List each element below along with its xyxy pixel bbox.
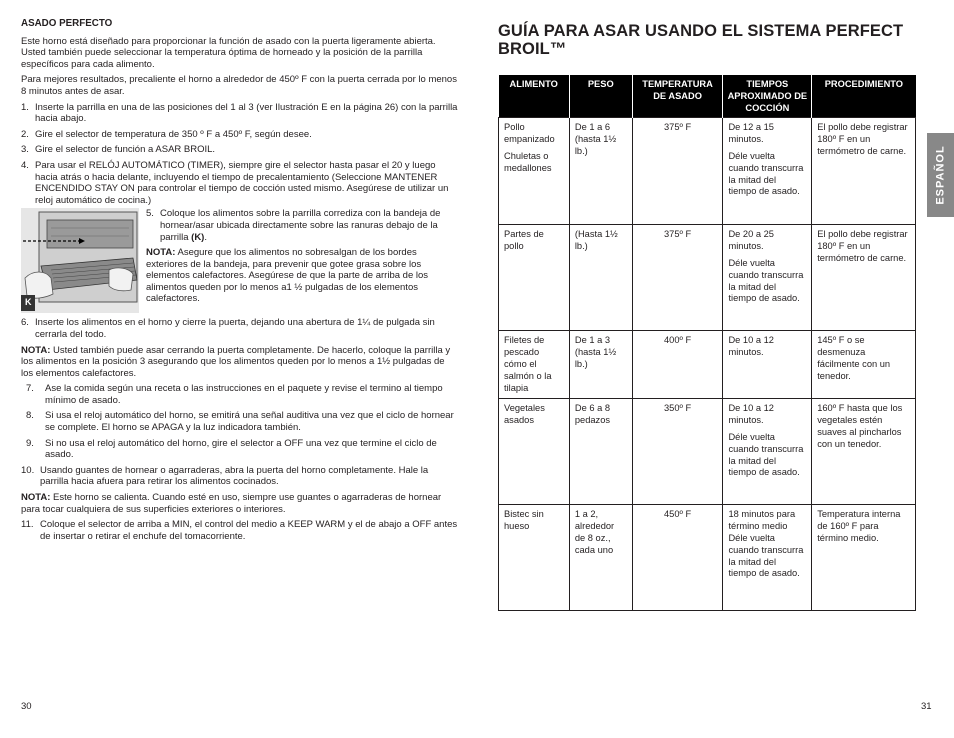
food-cell: Vegetales asados bbox=[499, 399, 570, 505]
table-row bbox=[499, 118, 916, 225]
intro-paragraph: Este horno está diseñado para proporcionar la función de asado con la puerta ligeramente abierta. Usted también puede seleccionar la temperatura óptima de horneado y la posición de la parrilla específicos para cada alimento. bbox=[21, 35, 436, 70]
column-header: TIEMPOS APROXIMADO DE COCCIÓN bbox=[723, 75, 812, 118]
procedure-cell: Temperatura interna de 160º F para término medio. bbox=[812, 505, 916, 611]
step-7: 7. Ase la comida según una receta o las instrucciones en el paquete y revise el termino al tiempo mínimo de asado. bbox=[26, 383, 443, 406]
step-5: 5. Coloque los alimentos sobre la parrilla corrediza con la bandeja de hornear/asar ubicada directamente sobre las ranuras debajo de la parrilla (K). bbox=[146, 208, 441, 243]
procedure-cell: 145º F o se desmenuza fácilmente con un tenedor. bbox=[812, 331, 916, 399]
time-cell: De 20 a 25 minutos. Déle vuelta cuando transcurra la mitad del tiempo de asado. bbox=[723, 225, 812, 331]
temperature-cell: 375º F bbox=[632, 225, 723, 331]
left-page bbox=[21, 18, 458, 546]
temperature-cell: 350º F bbox=[632, 399, 723, 505]
food-cell: Bistec sin hueso bbox=[499, 505, 570, 611]
weight-cell: De 1 a 6 (hasta 1½ lb.) bbox=[569, 118, 632, 225]
language-tab: ESPAÑOL bbox=[927, 133, 954, 217]
procedure-cell: El pollo debe registrar 180º F en un termómetro de carne. bbox=[812, 118, 916, 225]
food-cell: Filetes de pescado cómo el salmón o la tilapia bbox=[499, 331, 570, 399]
time-cell: De 10 a 12 minutos. bbox=[723, 331, 812, 399]
weight-cell: De 1 a 3 (hasta 1½ lb.) bbox=[569, 331, 632, 399]
page-number-left: 30 bbox=[21, 701, 32, 712]
note: NOTA: Asegure que los alimentos no sobresalgan de los bordes exteriores de la bandeja, para prevenir que gotee grasa sobre los elementos calefactores. Asegúrese de que la parte de arriba de los alimentos queden por lo menos a1 ½ pulgadas de los elementos calefactores. bbox=[146, 247, 429, 305]
table-row bbox=[499, 225, 916, 331]
page-number-right: 31 bbox=[921, 701, 932, 712]
weight-cell: 1 a 2, alrededor de 8 oz., cada uno bbox=[569, 505, 632, 611]
table-row bbox=[499, 331, 916, 399]
step-11: 11. Coloque el selector de arriba a MIN, el control del medio a KEEP WARM y el de abajo a OFF antes de insertar o retirar el enchufe del tomacorriente. bbox=[21, 519, 458, 542]
broil-guide-table bbox=[498, 75, 916, 611]
procedure-cell: El pollo debe registrar 180º F en un termómetro de carne. bbox=[812, 225, 916, 331]
time-cell: De 10 a 12 minutos. Déle vuelta cuando transcurra la mitad del tiempo de asado. bbox=[723, 399, 812, 505]
step-6: 6. Inserte los alimentos en el horno y cierre la puerta, dejando una abertura de 1¼ de pulgada sin cerrarla del todo. bbox=[21, 317, 435, 340]
weight-cell: De 6 a 8 pedazos bbox=[569, 399, 632, 505]
table-row bbox=[499, 505, 916, 611]
food-cell: Pollo empanizado Chuletas o medallones bbox=[499, 118, 570, 225]
temperature-cell: 400º F bbox=[632, 331, 723, 399]
oven-rack-illustration bbox=[21, 208, 139, 313]
oven-illustration bbox=[21, 208, 139, 313]
figure-block bbox=[21, 208, 458, 313]
intro-paragraph: Para mejores resultados, precaliente el horno a alrededor de 450º F con la puerta cerrada por lo menos 8 minutos antes de asar. bbox=[21, 74, 457, 97]
step-4: 4. Para usar el RELÓJ AUTOMÁTICO (TIMER), siempre gire el selector hasta pasar el 20 y luego hacia atrás o hacia delante, incluyendo el tiempo de precalentamiento (Seleccione MANTENER ENCENDIDO STAY ON para controlar el tiempo de cocción usted mismo. Asegúrese de utilizar un reloj automático de cocina.) bbox=[21, 159, 449, 206]
right-page bbox=[498, 22, 916, 611]
step-8: 8. Si usa el reloj automático del horno, se emitirá una señal auditiva una vez que el ciclo de hornear se complete. El horno se APAGA y la luz indicadora también. bbox=[26, 410, 454, 434]
step-9: 9. Si no usa el reloj automático del horno, gire el selector a OFF una vez que termine el ciclo de asado. bbox=[26, 437, 437, 461]
food-cell: Partes de pollo bbox=[499, 225, 570, 331]
time-cell: De 12 a 15 minutos. Déle vuelta cuando transcurra la mitad del tiempo de asado. bbox=[723, 118, 812, 225]
table-header-row bbox=[499, 75, 916, 118]
temperature-cell: 375º F bbox=[632, 118, 723, 225]
note: NOTA: Usted también puede asar cerrando la puerta completamente. De hacerlo, coloque la parrilla y los alimentos en la posición 3 asegurando que los alimentos queden por lo menos a 1½ pulgadas de los elementos calefactores. bbox=[21, 344, 451, 379]
weight-cell: (Hasta 1½ lb.) bbox=[569, 225, 632, 331]
note: NOTA: Este horno se calienta. Cuando esté en uso, siempre use guantes o agarraderas de hornear para tocar cualquiera de sus superficies exteriores o interiores. bbox=[21, 492, 442, 515]
column-header: PESO bbox=[569, 75, 632, 118]
step-1: 1. Inserte la parrilla en una de las posiciones del 1 al 3 (ver Ilustración E en la página 26) con la parrilla hacia abajo. bbox=[21, 101, 458, 125]
page-title: GUÍA PARA ASAR USANDO EL SISTEMA PERFECT BROIL™ bbox=[498, 22, 904, 58]
temperature-cell: 450º F bbox=[632, 505, 723, 611]
column-header: PROCEDIMIENTO bbox=[812, 75, 916, 118]
step-3: 3. Gire el selector de función a ASAR BROIL. bbox=[21, 144, 216, 156]
time-cell: 18 minutos para término medio Déle vuelta cuando transcurra la mitad del tiempo de asado. bbox=[723, 505, 812, 611]
section-title: ASADO PERFECTO bbox=[21, 18, 113, 29]
column-header: TEMPERATURA DE ASADO bbox=[632, 75, 723, 118]
column-header: ALIMENTO bbox=[499, 75, 570, 118]
figure-label: K bbox=[25, 297, 32, 308]
step-10: 10. Usando guantes de hornear o agarraderas, abra la puerta del horno completamente. Hale la parrilla hacia afuera para retirar los alimentos cocinados. bbox=[21, 464, 429, 488]
procedure-cell: 160º F hasta que los vegetales estén suaves al pincharlos con un tenedor. bbox=[812, 399, 916, 505]
table-row bbox=[499, 399, 916, 505]
step-2: 2. Gire el selector de temperatura de 350 º F a 450º F, según desee. bbox=[21, 128, 312, 140]
